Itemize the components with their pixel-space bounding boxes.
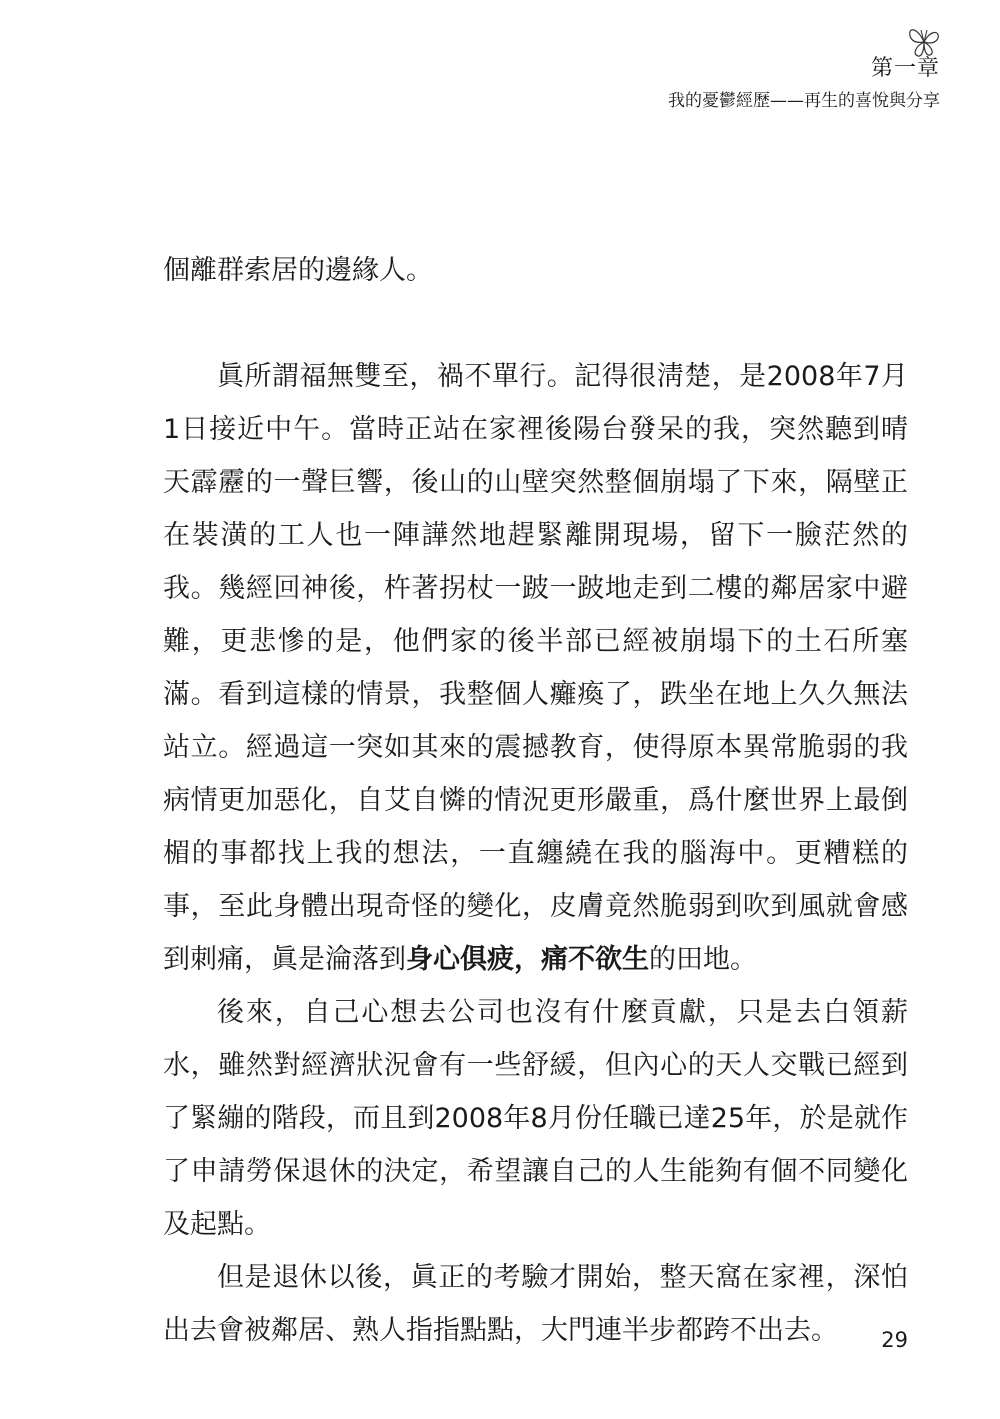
- paragraph-continued: 個離群索居的邊緣人。: [163, 255, 433, 286]
- paragraph-1: [163, 350, 908, 986]
- paragraph-1-text: 眞所謂福無雙至，禍不單行。記得很淸楚，是2008年7月1日接近中午。當時正站在家裡後陽台發呆的我，突然聽到晴天霹靂的一聲巨響，後山的山壁突然整個崩塌了下來，隔壁正在裝潢的工人也一陣譁然地趕緊離開現場，留下一臉茫然的我。幾經回神後，杵著拐杖一跛一跛地走到二樓的鄰居家中避難，更悲慘的是，他們家的後半部已經被崩塌下的土石所塞滿。看到這樣的情景，我整個人癱瘓了，跌坐在地上久久無法站立。經過這一突如其來的震撼教育，使得原本異常脆弱的我病情更加惡化，自艾自憐的情況更形嚴重，爲什麼世界上最倒楣的事都找上我的想法，一直纏繞在我的腦海中。更糟糕的事，至此身體出現奇怪的變化，皮膚竟然脆弱到吹到風就會感到刺痛，眞是淪落到: [163, 361, 908, 975]
- chapter-title: 第一章: [870, 56, 940, 81]
- paragraph-1-bold: 身心俱疲，痛不欲生: [406, 944, 649, 975]
- chapter-subtitle: 我的憂鬱經歷——再生的喜悅與分享: [668, 91, 940, 111]
- page-number: 29: [881, 1328, 908, 1352]
- body-text: [163, 244, 908, 1357]
- paragraph-1-tail: 的田地。: [649, 944, 757, 975]
- paragraph-2: 後來，自己心想去公司也沒有什麼貢獻，只是去白領薪水，雖然對經濟狀況會有一些舒緩，但內心的天人交戰已經到了緊繃的階段，而且到2008年8月份任職已達25年，於是就作了申請勞保退休的決定，希望讓自己的人生能夠有個不同變化及起點。: [163, 997, 908, 1240]
- paragraph-3: 但是退休以後，眞正的考驗才開始，整天窩在家裡，深怕出去會被鄰居、熟人指指點點，大門連半步都跨不出去。: [163, 1262, 908, 1346]
- running-header: [668, 55, 940, 113]
